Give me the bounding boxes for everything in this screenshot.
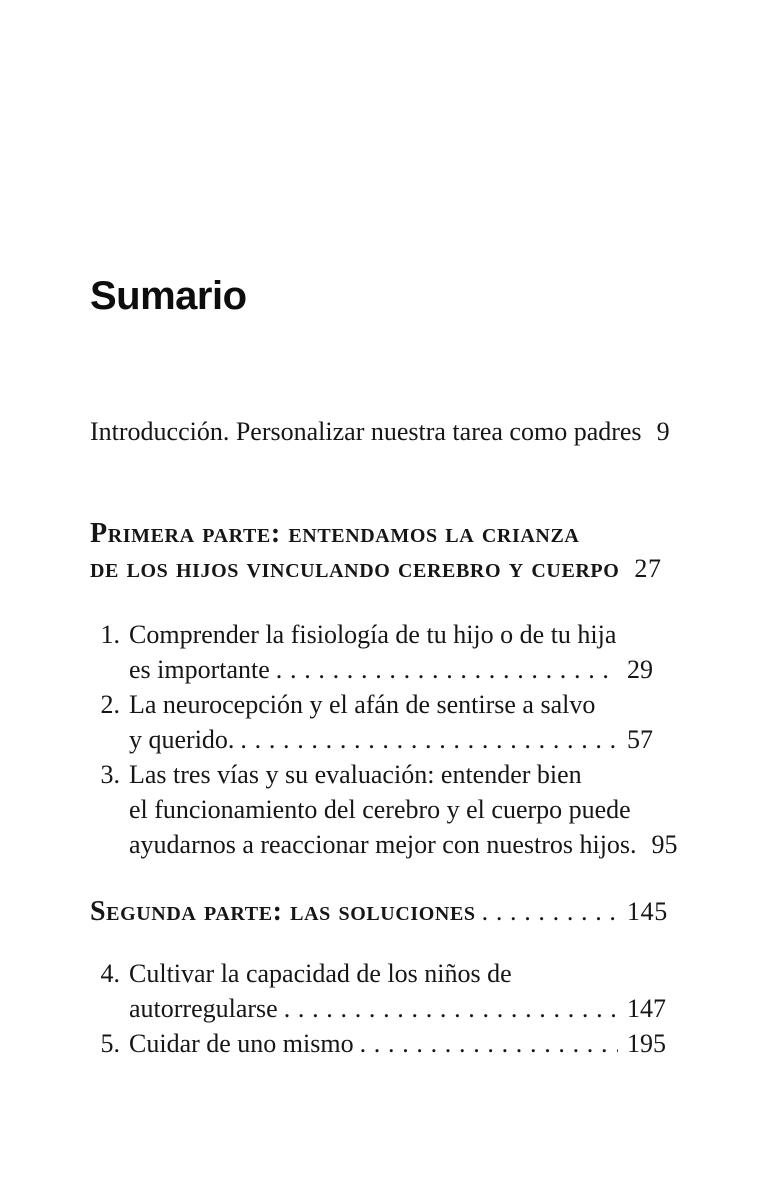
entry-text: Introducción. Personalizar nuestra tarea como padres: [90, 417, 642, 446]
chapter-number: 2.: [100, 690, 120, 719]
toc-line: [90, 792, 668, 827]
toc-line: [90, 991, 668, 1026]
toc-line: [90, 652, 668, 687]
dot-leader: [234, 722, 618, 757]
toc-line: [90, 414, 668, 449]
toc-line: [90, 956, 668, 991]
entry-text: La neurocepción y el afán de sentirse a salvo: [129, 690, 596, 719]
toc-line: [90, 687, 668, 722]
toc-entry-chapter-4: [90, 956, 668, 1026]
toc-line: [90, 722, 668, 757]
chapter-number: 3.: [100, 760, 120, 789]
dot-leader: [278, 991, 618, 1026]
toc-entry-part-2: [90, 894, 668, 929]
toc-entry-chapter-1: [90, 617, 668, 687]
entry-text: Comprender la fisiología de tu hijo o de tu hija: [129, 620, 617, 649]
dot-leader: [354, 1026, 618, 1061]
entry-text: Primera parte: entendamos la crianza: [90, 518, 580, 549]
toc-line: [90, 551, 668, 586]
toc-line: [90, 827, 678, 862]
chapter-list-part-1: [90, 617, 678, 862]
dot-leader: [476, 894, 618, 929]
entry-text: Las tres vías y su evaluación: entender bien: [129, 760, 582, 789]
toc-line: [90, 894, 668, 929]
dot-leader: [270, 652, 618, 687]
toc-line: [90, 1026, 668, 1061]
entry-page-number: 145: [627, 897, 668, 926]
entry-text: es importante: [129, 655, 270, 684]
page-title: Sumario: [90, 274, 247, 318]
chapter-number: 4.: [100, 959, 120, 988]
entry-page-number: 27: [634, 554, 662, 583]
toc-entry-part-1: [90, 516, 668, 586]
chapter-list-part-2: [90, 956, 668, 1061]
entry-text: Cuidar de uno mismo: [129, 1029, 354, 1058]
entry-page-number: 57: [627, 725, 653, 754]
entry-text: el funcionamiento del cerebro y el cuerpo puede: [129, 795, 631, 824]
entry-page-number: 195: [627, 1029, 666, 1058]
toc-line: [90, 757, 668, 792]
toc-line: [90, 617, 668, 652]
entry-page-number: 9: [656, 417, 670, 446]
toc-line: [90, 516, 668, 551]
toc-entry-chapter-5: [90, 1026, 668, 1061]
entry-text: autorregularse: [129, 994, 278, 1023]
entry-page-number: 29: [627, 655, 653, 684]
entry-text: Segunda parte: las soluciones: [90, 896, 476, 927]
entry-text: de los hijos vinculando cerebro y cuerpo: [90, 553, 620, 584]
entry-page-number: 95: [651, 830, 678, 859]
toc-entry-chapter-3: [90, 757, 678, 862]
chapter-number: 5.: [100, 1029, 120, 1058]
entry-text: ayudarnos a reaccionar mejor con nuestros hijos.: [129, 830, 637, 859]
toc-entry-chapter-2: [90, 687, 668, 757]
entry-text: y querido.: [129, 725, 235, 754]
chapter-number: 1.: [100, 620, 120, 649]
entry-page-number: 147: [627, 994, 666, 1023]
table-of-contents: [90, 414, 678, 1061]
entry-text: Cultivar la capacidad de los niños de: [129, 959, 512, 988]
toc-entry-introduction: [90, 414, 668, 449]
